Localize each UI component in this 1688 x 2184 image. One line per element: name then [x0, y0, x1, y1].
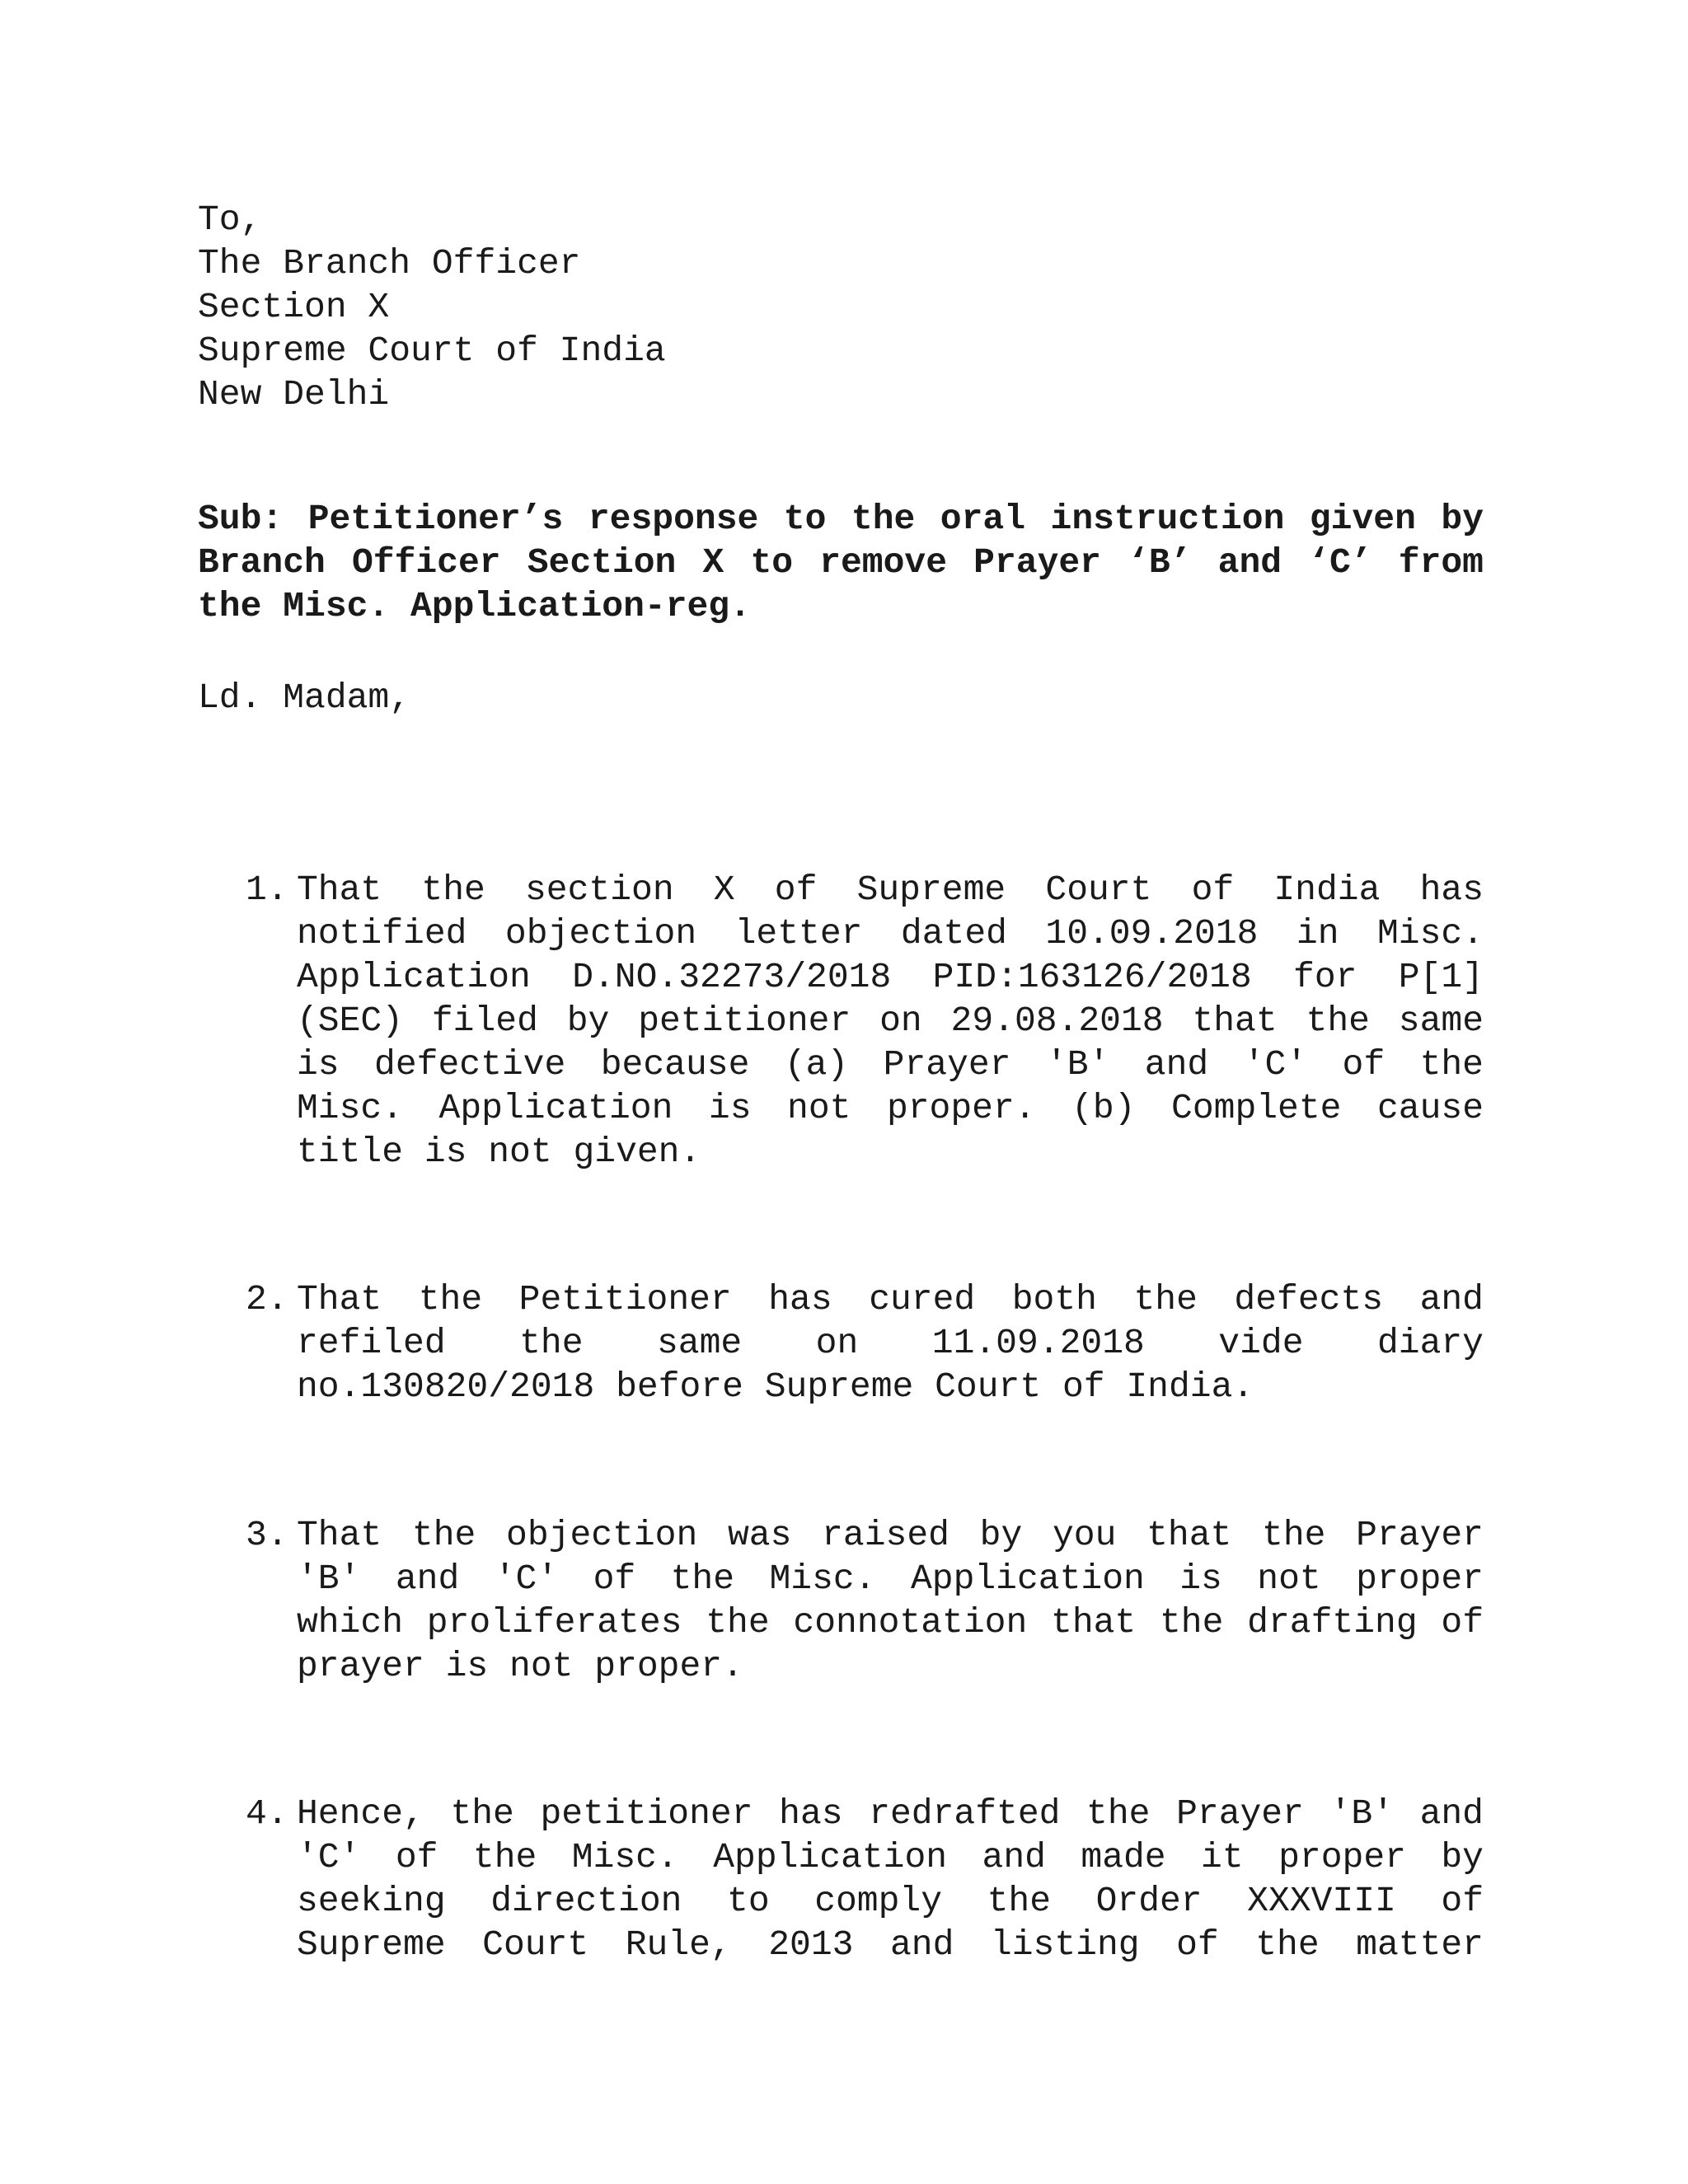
item-text: Hence, the petitioner has redrafted the Prayer 'B' and 'C' of the Misc. Application and made it proper by seeking direction to comply the Order XXXVIII of Supreme Court Rule, 2013 and listing of the matter: [297, 1793, 1484, 1965]
list-item: [198, 868, 1484, 1174]
item-number: 4.: [246, 1793, 288, 1834]
recipient-address: [198, 198, 1022, 416]
item-number: 2.: [246, 1279, 288, 1319]
salutation: Ld. Madam,: [198, 677, 411, 718]
address-line: Section X: [198, 287, 390, 327]
address-line: New Delhi: [198, 374, 390, 415]
address-line: The Branch Officer: [198, 243, 581, 284]
item-text: That the section X of Supreme Court of India has notified objection letter dated 10.09.2018 in Misc. Application D.NO.32273/2018 PID:163126/2018 for P[1](SEC) filed by petitioner on 29.08.2018 that the same is defective because (a) Prayer 'B' and 'C' of the Misc. Application is not proper. (b) Complete cause title is not given.: [297, 869, 1484, 1172]
address-line: Supreme Court of India: [198, 330, 666, 371]
subject-line: Sub: Petitioner’s response to the oral instruction given by Branch Officer Section X to remove Prayer ‘B’ and ‘C’ from the Misc. Application-reg.: [198, 499, 1484, 626]
list-item: [198, 1277, 1484, 1408]
item-number: 3.: [246, 1515, 288, 1555]
list-item: [198, 1513, 1484, 1688]
address-line: To,: [198, 199, 262, 240]
item-number: 1.: [246, 869, 288, 910]
item-text: That the objection was raised by you that the Prayer 'B' and 'C' of the Misc. Application is not proper which proliferates the connotation that the drafting of prayer is not proper.: [297, 1515, 1484, 1686]
list-item: [198, 1792, 1484, 1966]
item-text: That the Petitioner has cured both the defects and refiled the same on 11.09.2018 vide diary no.130820/2018 before Supreme Court of India.: [297, 1279, 1484, 1407]
